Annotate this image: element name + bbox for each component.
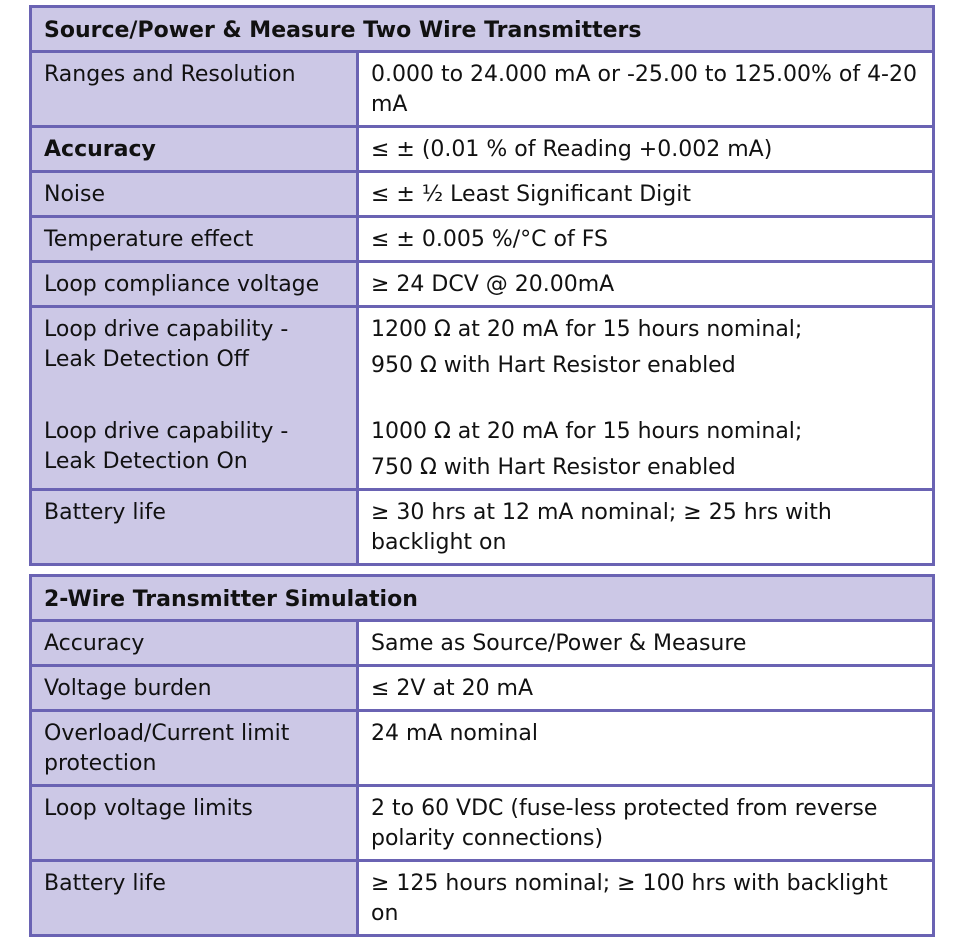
row-label-group	[31, 307, 358, 490]
row-label: Voltage burden	[31, 666, 358, 711]
table-row	[31, 666, 934, 711]
spec-table-transmitter-simulation	[29, 574, 935, 937]
row-value: ≥ 24 DCV @ 20.00mA	[358, 262, 934, 307]
row-value: ≤ ± (0.01 % of Reading +0.002 mA)	[358, 127, 934, 172]
row-label: Battery life	[31, 861, 358, 936]
row-value-leak-on-2: 750 Ω with Hart Resistor enabled	[371, 455, 736, 480]
table-row	[31, 127, 934, 172]
table-row	[31, 861, 934, 936]
row-value: 2 to 60 VDC (fuse-less protected from reverse polarity connections)	[358, 786, 934, 861]
row-value: Same as Source/Power & Measure	[358, 621, 934, 666]
row-label: Noise	[31, 172, 358, 217]
row-gap	[371, 381, 920, 417]
row-value: ≥ 125 hours nominal; ≥ 100 hrs with backlight on	[358, 861, 934, 936]
row-label-leak-off: Loop drive capability - Leak Detection Off	[44, 317, 289, 372]
table-title: Source/Power & Measure Two Wire Transmitters	[31, 7, 934, 52]
row-gap	[44, 375, 344, 417]
row-value: ≤ 2V at 20 mA	[358, 666, 934, 711]
row-label: Battery life	[31, 490, 358, 565]
row-label: Loop voltage limits	[31, 786, 358, 861]
table-row	[31, 172, 934, 217]
row-value-leak-on-1: 1000 Ω at 20 mA for 15 hours nominal;	[371, 419, 803, 444]
row-label: Loop compliance voltage	[31, 262, 358, 307]
row-value-group	[358, 307, 934, 490]
table-title: 2-Wire Transmitter Simulation	[31, 576, 934, 621]
table-header-row	[31, 576, 934, 621]
table-row	[31, 621, 934, 666]
row-label: Accuracy	[31, 621, 358, 666]
table-header-row	[31, 7, 934, 52]
table-row	[31, 786, 934, 861]
row-value-leak-off-2: 950 Ω with Hart Resistor enabled	[371, 353, 736, 378]
row-value: ≤ ± 0.005 %/°C of FS	[358, 217, 934, 262]
row-value-leak-off-1: 1200 Ω at 20 mA for 15 hours nominal;	[371, 317, 803, 342]
table-row	[31, 711, 934, 786]
table-row	[31, 52, 934, 127]
row-label: Temperature effect	[31, 217, 358, 262]
table-row	[31, 307, 934, 490]
row-label-leak-on: Loop drive capability - Leak Detection On	[44, 419, 289, 474]
spec-table-source-power-measure	[29, 5, 935, 566]
row-label: Accuracy	[31, 127, 358, 172]
table-row	[31, 262, 934, 307]
table-row	[31, 217, 934, 262]
row-value: 24 mA nominal	[358, 711, 934, 786]
row-label: Ranges and Resolution	[31, 52, 358, 127]
row-label: Overload/Current limit protection	[31, 711, 358, 786]
row-value: ≤ ± ½ Least Significant Digit	[358, 172, 934, 217]
row-value: 0.000 to 24.000 mA or -25.00 to 125.00% of 4-20 mA	[358, 52, 934, 127]
row-value: ≥ 30 hrs at 12 mA nominal; ≥ 25 hrs with backlight on	[358, 490, 934, 565]
table-row	[31, 490, 934, 565]
